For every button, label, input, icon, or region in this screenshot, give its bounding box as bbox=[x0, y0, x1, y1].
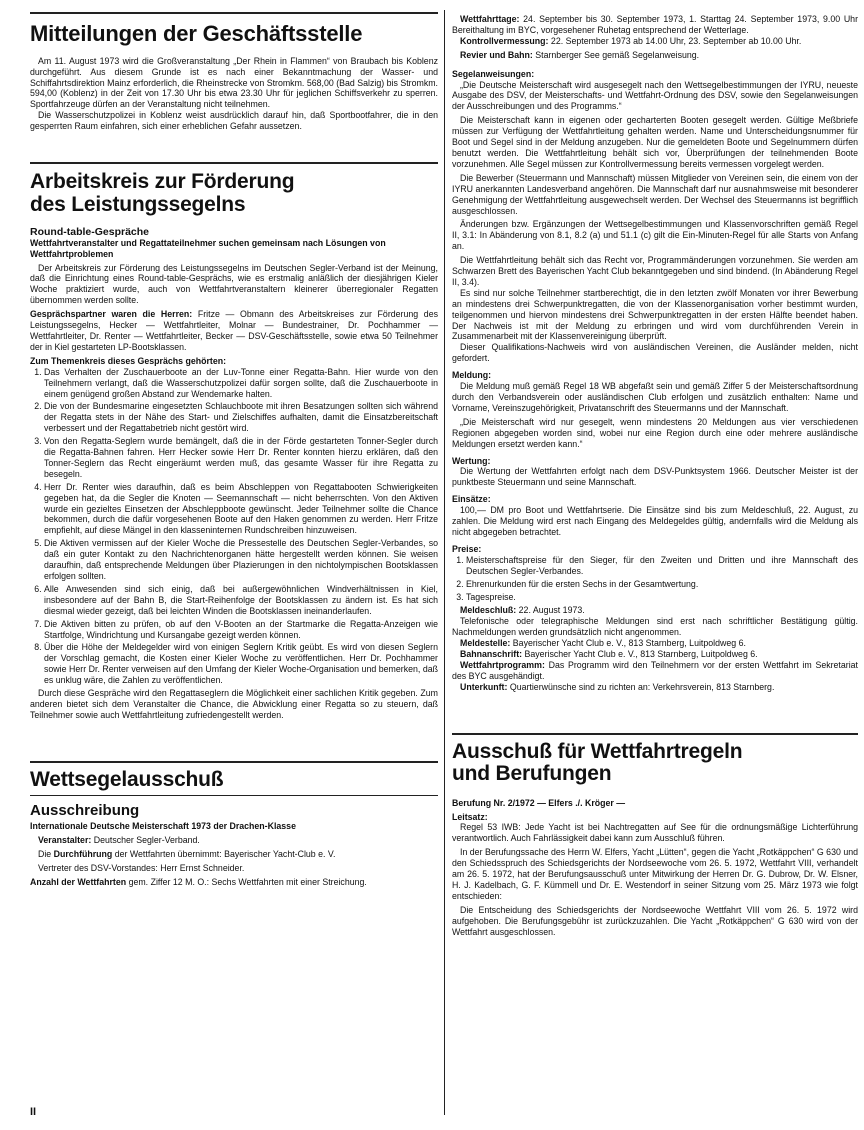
kontroll-text: 22. September 1973 ab 14.00 Uhr, 23. September ab 10.00 Uhr. bbox=[548, 35, 802, 46]
mitteilungen-paragraph-1: Am 11. August 1973 wird die Großveranstaltung „Der Rhein in Flammen“ von Braubach bis Koblenz durchgeführt. Aus diesem Grunde ist es nach einer Bekanntmachung der Wasser- und Schiffahrtsdirektion Mainz erforderlich, die Rheinstrecke von Stromkm. 568,00 (Bad Salzig) bis Stromkm. 594,00 (Koblenz) in der Zeit von 17.30 Uhr bis etwa 23.30 Uhr für jeglichen Schiffsverkehr zu sperren. Sportfahrzeuge dürfen an der Veranstaltung nicht teilnehmen. bbox=[30, 55, 438, 110]
wertung-label: Wertung: bbox=[452, 455, 491, 466]
list-item: 2. Ehrenurkunden für die ersten Sechs in der Gesamtwertung. bbox=[466, 579, 858, 590]
ausschuss-p2: Die Entscheidung des Schiedsgerichts der Nordseewoche Wettfahrt VIII vom 26. 5. 1972 wird aufgehoben. Die Berufungsgebühr ist zurückzuzahlen. Die Yacht „Rotkäppchen“ G 630 wird von der Wettfahrt ausgeschlossen. bbox=[452, 904, 858, 937]
list-item: 6. Alle Anwesenden sind sich einig, daß bei außergewöhnlichen Windverhältnissen in Kiel, insbesondere auf der Bahn B, die Start-Reihenfolge der Bootsklassen zu ändern ist. Es hat sich diesmal wieder gezeigt, daß bei leichten Winden die Bootsklassen ineinanderlaufen. bbox=[44, 584, 438, 617]
meldeschluss-text: 22. August 1973. bbox=[516, 605, 585, 616]
wettfahrttage-text: 24. September bis 30. September 1973, 1. Starttag 24. September 1973, 9.00 Uhr Bereithaltung im BYC, vorgesehener Ruhetag entsprechend der Wetterlage. bbox=[452, 14, 858, 35]
programm-label: Wettfahrtprogramm: bbox=[460, 659, 545, 670]
list-item: 2. Die von der Bundesmarine eingesetzten Schlauchboote mit ihren Besatzungen sollten sich während der Regatta stets in der Nähe des Start- und Zielschiffes aufhalten, damit die Einsatzbereitschaft verbessert und der Regattabetrieb nicht gestört wird. bbox=[44, 401, 438, 434]
segelanweisungen-p7: Dieser Qualifikations-Nachweis wird von ausländischen Vereinen, die Ausländer melden, nicht gefordert. bbox=[452, 342, 858, 364]
column-divider bbox=[444, 10, 445, 1115]
programm-text: Das Programm wird den Teilnehmern vor der ersten Wettfahrt im Sekretariat des BYC ausgehändigt. bbox=[452, 659, 858, 681]
segelanweisungen-p5: Die Wettfahrtleitung behält sich das Recht vor, Programmänderungen vorzunehmen. Sie werden am Schwarzen Brett des Bayerischen Yacht Club bekanntgegeben und sind bindend. (In Abänderung Regel II, 3.4). bbox=[452, 255, 858, 287]
partners-text: Fritze — Obmann des Arbeitskreises zur Förderung des Leistungssegelns, Hecker — Wettfahrtleiter, Molnar — Bundestrainer, Dr. Pochhammer — Wettfahrtleiter, Dr. Renter — Wettfahrtleiter, Becker — DSV-Geschäftsstelle, sowie etwa 50 Teilnehmer der in Kiel gestarteten LP-Bootsklassen. bbox=[30, 309, 438, 352]
meldung-label: Meldung: bbox=[452, 370, 492, 381]
revier-label: Revier und Bahn: bbox=[460, 49, 533, 60]
wertung-text: Die Wertung der Wettfahrten erfolgt nach dem DSV-Punktsystem 1966. Deutscher Meister ist der punktbeste Steuermann und seine Mannschaft. bbox=[452, 466, 858, 488]
wettsegel-event: Internationale Deutsche Meisterschaft 1973 der Drachen-Klasse bbox=[30, 821, 296, 832]
bahnanschrift-text: Bayerischer Yacht Club e. V., 813 Starnberg, Luitpoldweg 6. bbox=[522, 649, 758, 660]
section-rule bbox=[30, 162, 438, 164]
veranstalter bbox=[30, 835, 438, 846]
arbeitskreis-subtitle: Round-table-Gespräche bbox=[30, 226, 150, 239]
einsaetze-text: 100,— DM pro Boot und Wettfahrtserie. Die Einsätze sind bis zum Meldeschluß, 22. August, zu zahlen. Die Meldung wird erst nach Eingang des Meldegeldes gültig, andernfalls wird die Meldung als nicht abgegeben betrachtet. bbox=[452, 505, 858, 537]
durchfuehrung bbox=[30, 849, 438, 860]
list-item: 1. Das Verhalten der Zuschauerboote an der Luv-Tonne einer Regatta-Bahn. Hier wurde von den Teilnehmern verlangt, daß die Wasserschutzpolizei dafür sorgen sollte, daß die Zuschauerboote in einem genügend großen Abstand zur Wendemarke halten. bbox=[44, 367, 438, 400]
segelanweisungen-p2: Die Meisterschaft kann in eigenen oder gecharterten Booten gesegelt werden. Gültige Meßbriefe müssen zur Verfügung der Wettfahrtleitung gehalten werden. Name und Unterscheidungsnummer für Boot und Segel sind in der Meldung anzugeben. Nur die gemeldeten Boote und Segelnummern dürfen benutzt werden. Die Wettfahrtleitung behält sich vor, Überprüfungen der teilnehmenden Boote vorzunehmen. Alle Segel müssen zur Kontrollvermessung bereits vermessen vorgelegt werden. bbox=[452, 115, 858, 169]
wettfahrtprogramm bbox=[452, 660, 858, 682]
arbeitskreis-kicker: Wettfahrtveranstalter und Regattateilnehmer suchen gemeinsam nach Lösungen von Wettfahrtproblemen bbox=[30, 238, 386, 259]
unterkunft bbox=[452, 682, 858, 693]
meldestelle bbox=[452, 638, 858, 649]
segelanweisungen-p1: „Die Deutsche Meisterschaft wird ausgesegelt nach den Wettsegelbestimmungen der IYRU, neueste Ausgabe des DSV, der Meisterschafts- und Wettfahrt-Ordnung des DSV, sowie den Segelanweisungen der Ausschreibungen und des Programms.“ bbox=[452, 79, 858, 112]
anzahl-text: gem. Ziffer 12 M. O.: Sechs Wettfahrten mit einer Streichung. bbox=[126, 876, 367, 887]
telefon-text: Telefonische oder telegraphische Meldungen sind erst nach schriftlicher Bestätigung gültig. Nachmeldungen werden grundsätzlich nicht angenommen. bbox=[452, 616, 858, 638]
veranstalter-text: Deutscher Segler-Verband. bbox=[91, 835, 200, 845]
wettfahrttage-label: Wettfahrttage: bbox=[460, 14, 520, 24]
berufung-heading: Berufung Nr. 2/1972 — Elfers ./. Kröger — bbox=[452, 798, 626, 808]
durchfuehrung-label: Durchführung bbox=[53, 848, 113, 859]
preise-label: Preise: bbox=[452, 543, 482, 554]
list-item: 8. Über die Höhe der Meldegelder wird von einigen Seglern Kritik geübt. Es wird von diesen Seglern der Vorschlag gemacht, die Kosten einer Kieler Woche zu veröffentlichen. Herr Dr. Pochhammer sowie Herr Dr. Renter verweisen auf den Umfang der Kieler Woche-Organisation und bemerken, daß es unklug wäre, die Zahlen zu veröffentlichen. bbox=[44, 642, 438, 686]
leitsatz-label: Leitsatz: bbox=[452, 811, 488, 822]
revier bbox=[452, 50, 858, 61]
wettfahrttage bbox=[452, 14, 858, 36]
section-rule bbox=[30, 761, 438, 763]
segelanweisungen-p3: Die Bewerber (Steuermann und Mannschaft) müssen Mitglieder von Vereinen sein, die einem von der IYRU anerkannten Landesverband angehören. Die Mannschaft darf nur ausnahmsweise mit besonderer Genehmigung der Wettfahrtleitung ausgewechselt werden. Der Wechsel des Steuermanns ist begrifflich ausgeschlossen. bbox=[452, 172, 858, 216]
list-item: 1. Meisterschaftspreise für den Sieger, für den Zweiten und Dritten und ihre Mannschaft des Deutschen Segler-Verbandes. bbox=[466, 555, 858, 577]
list-item: 3. Tagespreise. bbox=[466, 592, 858, 603]
segelanweisungen-p4: Änderungen bzw. Ergänzungen der Wettsegelbestimmungen und Klassenvorschriften gemäß Regel II, 3.1: In Abänderung von 8.1, 8.2 (a) und 51.1 (c) gilt die Ein-Minuten-Regel für alle Starts von Anfang an. bbox=[452, 219, 858, 252]
vertreter: Vertreter des DSV-Vorstandes: Herr Ernst Schneider. bbox=[38, 862, 245, 873]
left-column bbox=[30, 0, 438, 888]
meldestelle-label: Meldestelle: bbox=[460, 638, 511, 649]
ausschuss-p1: In der Berufungssache des Herrn W. Elfers, Yacht „Lütten“, gegen die Yacht „Rotkäppchen“ G 630 und den Schiedsspruch des Schiedsgerichts der Nordseewoche vom 26. 5. 1972, Wettfahrt VIII, verhandelt am 26. 5. 1972, hat der Berufungsausschuß unter Mitwirkung der Herren Dr. G. Dubrow, Dr. W. Elsner, H. J. Kadelbach, G. F. Kümmell und Dr. E. Westendorf in seiner Sitzung vom 25. März 1973 wie folgt entschieden: bbox=[452, 847, 858, 901]
themes-list bbox=[30, 367, 438, 686]
meldeschluss-label: Meldeschluß: bbox=[460, 605, 517, 616]
bahnanschrift bbox=[452, 649, 858, 660]
list-item: 4. Herr Dr. Renter wies daraufhin, daß es beim Abschleppen von Regattabooten Schwierigkeiten gegeben hat, da die Segler die Knoten — Seemannschaft — nicht beherrschten. Von den Aktiven wurde ein gezieltes Einsetzen der Abschleppboote gewünscht. Jeder Teilnehmer sollte die Chance bekommen, durch die dafür vorgesehenen Boote auf den Haken genommen zu werden. Herr Fritze empfiehlt, auf diese Mängel in den klasseninternen Rundschreiben hinzuweisen. bbox=[44, 482, 438, 537]
section-rule bbox=[452, 733, 858, 735]
anzahl bbox=[30, 877, 438, 888]
durchfuehrung-text: der Wettfahrten übernimmt: Bayerischer Yacht-Club e. V. bbox=[112, 848, 336, 859]
veranstalter-label: Veranstalter: bbox=[38, 835, 92, 845]
right-column bbox=[452, 0, 858, 938]
bahnanschrift-label: Bahnanschrift: bbox=[460, 649, 523, 660]
einsaetze-label: Einsätze: bbox=[452, 494, 491, 505]
kontrollvermessung bbox=[452, 36, 858, 47]
meldung-p1: Die Meldung muß gemäß Regel 18 WB abgefaßt sein und gemäß Ziffer 5 der Meisterschaftsordnung durch den Verbandsverein oder ausländischen Club erfolgen und zusätzlich enthalten: Name und Vorname, Vereinszugehörigkeit, Privatanschrift des Steuermanns und der Mannschaft. bbox=[452, 381, 858, 413]
unterkunft-text: Quartierwünsche sind zu richten an: Verkehrsverein, 813 Starnberg. bbox=[507, 681, 775, 692]
unterkunft-label: Unterkunft: bbox=[460, 681, 508, 692]
revier-text: Starnberger See gemäß Segelanweisung. bbox=[532, 49, 700, 60]
durchfuehrung-pre: Die bbox=[38, 848, 54, 859]
page-number: II bbox=[30, 1106, 37, 1118]
meldestelle-text: Bayerischer Yacht Club e. V., 813 Starnberg, Luitpoldweg 6. bbox=[510, 638, 746, 649]
arbeitskreis-intro: Der Arbeitskreis zur Förderung des Leistungssegelns im Deutschen Segler-Verband ist der Meinung, daß die Einrichtung eines Round-table-Gesprächs, wie es erstmalig anläßlich der diesjährigen Kieler Woche praktiziert wurde, auch von Wettfahrtveranstaltern kleinerer überregionaler Regatten übernommen werden sollte. bbox=[30, 262, 438, 306]
meldeschluss bbox=[452, 605, 858, 616]
arbeitskreis-title-line-2: des Leistungssegelns bbox=[30, 192, 246, 216]
arbeitskreis-title-line-1: Arbeitskreis zur Förderung bbox=[30, 170, 295, 194]
leitsatz-text: Regel 53 IWB: Jede Yacht ist bei Nachtregatten auf See für die ordnungsmäßige Lichterführung verantwortlich. Auch Fahrlässigkeit dabei kann zum Ausschluß führen. bbox=[452, 822, 858, 844]
preise-list bbox=[452, 555, 858, 603]
list-item: 5. Die Aktiven vermissen auf der Kieler Woche die Pressestelle des Deutschen Segler-Verbandes, so daß ein guter Kontakt zu den Nachrichtenorganen hätte hergestellt werden können. Sie weisen daraufhin, daß entsprechende Meldungen über Plazierungen in den nichtolympischen Bootsklassen erfolgen sollten. bbox=[44, 538, 438, 582]
segelanweisungen-label: Segelanweisungen: bbox=[452, 68, 535, 79]
segelanweisungen-p6: Es sind nur solche Teilnehmer startberechtigt, die in den letzten zwölf Monaten vor ihrer Bewerbung an mindestens drei Schwerpunktregatten, die von der Klassenorganisation vorher bestimmt wurden, teilgenommen und hiervon mindestens drei Schwerpunktregatten in der ersten Hälfte beendet haben. Der Nachweis ist mit der Meldung zu erbringen und wird vom durchführenden Verein in Zusammenarbeit mit der Klassenvereinigung überprüft. bbox=[452, 287, 858, 342]
mitteilungen-title: Mitteilungen der Geschäftsstelle bbox=[30, 21, 363, 46]
partners-label: Gesprächspartner waren die Herren: bbox=[30, 309, 193, 320]
themes-label: Zum Themenkreis dieses Gesprächs gehörten: bbox=[30, 355, 227, 366]
arbeitskreis-partners bbox=[30, 309, 438, 353]
ausschuss-title-line-1: Ausschuß für Wettfahrtregeln bbox=[452, 739, 743, 763]
arbeitskreis-closing: Durch diese Gespräche wird den Regattaseglern die Möglichkeit einer sachlichen Kritik gegeben. Zum anderen bietet sich dem Veranstalter die Chance, die Abwicklung einer Regatta so zu steuern, daß Teilnehmer sowie auch Wettfahrtleitung zufriedengestellt werden. bbox=[30, 688, 438, 720]
section-rule bbox=[30, 12, 438, 14]
meldung-p2: „Die Meisterschaft wird nur gesegelt, wenn mindestens 20 Meldungen aus vier verschiedenen Regionen abgegeben worden sind, wobei nur eine Region durch eine oder mehrere ausländische Meldungen ersetzt werden kann.“ bbox=[452, 416, 858, 449]
wettsegel-subtitle: Ausschreibung bbox=[30, 802, 140, 820]
ausschuss-title-line-2: und Berufungen bbox=[452, 762, 612, 786]
wettsegel-title: Wettsegelausschuß bbox=[30, 767, 224, 791]
anzahl-label: Anzahl der Wettfahrten bbox=[30, 876, 127, 887]
list-item: 3. Von den Regatta-Seglern wurde bemängelt, daß die in der Förde gestarteten Tonner-Segler durch die Regatta-Bahnen fahren. Herr Hecker sowie Herr Dr. Renter konnten hierzu erklären, daß den Tonner-Seglern das Recht eingeräumt werden muß, das gesamte Wasser für ihre Regatta zu besegeln. bbox=[44, 436, 438, 480]
mitteilungen-paragraph-2: Die Wasserschutzpolizei in Koblenz weist ausdrücklich darauf hin, daß Sportbootfahrer, die in den gesperrten Raum einfahren, sich einer erheblichen Gefahr aussetzen. bbox=[30, 110, 438, 132]
kontroll-label: Kontrollvermessung: bbox=[460, 35, 549, 46]
list-item: 7. Die Aktiven bitten zu prüfen, ob auf den V-Booten an der Startmarke die Regatta-Anzeigen wie Startfolge, Windrichtung und Kursangabe gezeigt werden können. bbox=[44, 619, 438, 641]
